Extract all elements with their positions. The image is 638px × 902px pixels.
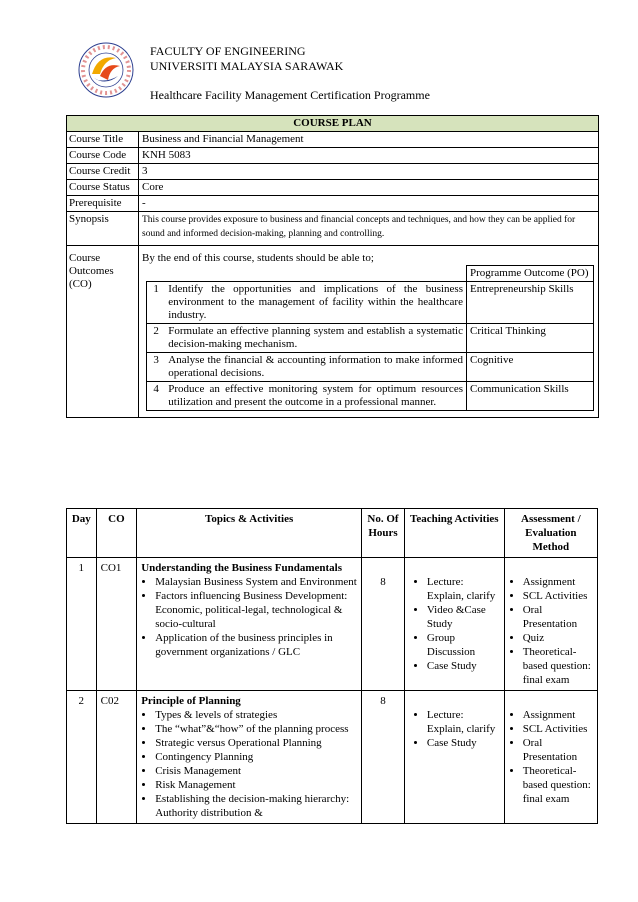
assessment-header: Assessment / Evaluation Method (504, 509, 597, 558)
assessment-cell (504, 691, 597, 824)
outcome-text: Formulate an effective planning system and establish a systematic decision-making mechanism. (165, 324, 466, 353)
row-label: Course Credit (67, 164, 139, 180)
outcome-row (147, 382, 594, 411)
topic-item: • Establishing the decision-making hierarchy: Authority distribution & (155, 792, 357, 820)
teaching-item: • Case Study (427, 736, 500, 750)
outcome-po: Entrepreneurship Skills (466, 282, 593, 324)
row-label: Prerequisite (67, 196, 139, 212)
outcome-number: 1 (147, 282, 166, 324)
synopsis-row (67, 212, 599, 246)
course-status-row (67, 180, 599, 196)
assessment-item: • Theoretical-based question: final exam (523, 764, 593, 806)
faculty-title: FACULTY OF ENGINEERING (150, 44, 306, 58)
topics-header: Topics & Activities (137, 509, 362, 558)
day-header: Day (67, 509, 97, 558)
outcome-text: Produce an effective monitoring system for optimum resources utilization and present the outcome in a professional manner. (165, 382, 466, 411)
course-status-value: Core (139, 180, 599, 196)
course-plan-heading: COURSE PLAN (67, 116, 599, 132)
course-outcomes-row (67, 246, 599, 418)
assessment-item: • Assignment (523, 575, 593, 589)
assessment-item: • SCL Activities (523, 722, 593, 736)
topic-item: • Strategic versus Operational Planning (155, 736, 357, 750)
university-title: UNIVERSITI MALAYSIA SARAWAK (150, 59, 344, 73)
hours-cell: 8 (362, 558, 405, 691)
assessment-item: • Oral Presentation (523, 603, 593, 631)
outcome-row (147, 353, 594, 382)
programme-title: Healthcare Facility Management Certification Programme (150, 88, 430, 102)
topic-item: • The “what”&“how” of the planning process (155, 722, 357, 736)
topic-item: • Malaysian Business System and Environment (155, 575, 357, 589)
outcome-row (147, 324, 594, 353)
assessment-item: • Assignment (523, 708, 593, 722)
teaching-header: Teaching Activities (404, 509, 504, 558)
assessment-item: • Theoretical-based question: final exam (523, 645, 593, 687)
outcome-text: Analyse the financial & accounting information to make informed operational decisions. (165, 353, 466, 382)
topic-item: • Types & levels of strategies (155, 708, 357, 722)
outcome-po: Communication Skills (466, 382, 593, 411)
teaching-cell (404, 691, 504, 824)
course-title-row (67, 132, 599, 148)
teaching-item: • Lecture: Explain, clarify (427, 708, 500, 736)
prerequisite-value: - (139, 196, 599, 212)
schedule-table (66, 508, 598, 824)
topic-item: • Application of the business principles in government organizations / GLC (155, 631, 357, 659)
course-credit-row (67, 164, 599, 180)
co-header: CO (96, 509, 137, 558)
po-header: Programme Outcome (PO) (466, 266, 593, 282)
outcome-po: Critical Thinking (466, 324, 593, 353)
topic-title: Understanding the Business Fundamentals (141, 562, 342, 574)
schedule-header-row (67, 509, 598, 558)
assessment-item: • Quiz (523, 631, 593, 645)
course-title-value: Business and Financial Management (139, 132, 599, 148)
course-plan-table (66, 115, 599, 418)
schedule-row (67, 691, 598, 824)
outcome-number: 3 (147, 353, 166, 382)
topics-cell (137, 558, 362, 691)
outcome-text: Identify the opportunities and implications of the business environment to the management of facility within the healthcare industry. (165, 282, 466, 324)
prerequisite-row (67, 196, 599, 212)
synopsis-value: This course provides exposure to business and financial concepts and techniques, and how they can be applied for sound and informed decision-making, planning and controlling. (139, 212, 599, 246)
teaching-item: • Video &Case Study (427, 603, 500, 631)
row-label: Course Code (67, 148, 139, 164)
co-cell: CO1 (96, 558, 137, 691)
topic-title: Principle of Planning (141, 695, 241, 707)
row-label: Course Status (67, 180, 139, 196)
co-cell: C02 (96, 691, 137, 824)
day-cell: 2 (67, 691, 97, 824)
topic-item: • Factors influencing Business Development: Economic, political-legal, technological & socio-cultural (155, 589, 357, 631)
row-label: Synopsis (67, 212, 139, 246)
unimas-logo (78, 42, 134, 98)
teaching-item: • Group Discussion (427, 631, 500, 659)
topics-cell (137, 691, 362, 824)
outcomes-intro: By the end of this course, students should be able to; (142, 252, 374, 264)
teaching-cell (404, 558, 504, 691)
topic-item: • Contingency Planning (155, 750, 357, 764)
topic-item: • Risk Management (155, 778, 357, 792)
outcome-po: Cognitive (466, 353, 593, 382)
teaching-item: • Case Study (427, 659, 500, 673)
outcome-number: 4 (147, 382, 166, 411)
schedule-row (67, 558, 598, 691)
outcomes-table (146, 265, 594, 411)
assessment-cell (504, 558, 597, 691)
topic-item: • Crisis Management (155, 764, 357, 778)
row-label: Course Outcomes (CO) (67, 246, 139, 418)
teaching-item: • Lecture: Explain, clarify (427, 575, 500, 603)
course-credit-value: 3 (139, 164, 599, 180)
hours-cell: 8 (362, 691, 405, 824)
day-cell: 1 (67, 558, 97, 691)
assessment-item: • Oral Presentation (523, 736, 593, 764)
course-code-row (67, 148, 599, 164)
outcome-row (147, 282, 594, 324)
course-code-value: KNH 5083 (139, 148, 599, 164)
row-label: Course Title (67, 132, 139, 148)
assessment-item: • SCL Activities (523, 589, 593, 603)
outcome-number: 2 (147, 324, 166, 353)
hours-header: No. Of Hours (362, 509, 405, 558)
